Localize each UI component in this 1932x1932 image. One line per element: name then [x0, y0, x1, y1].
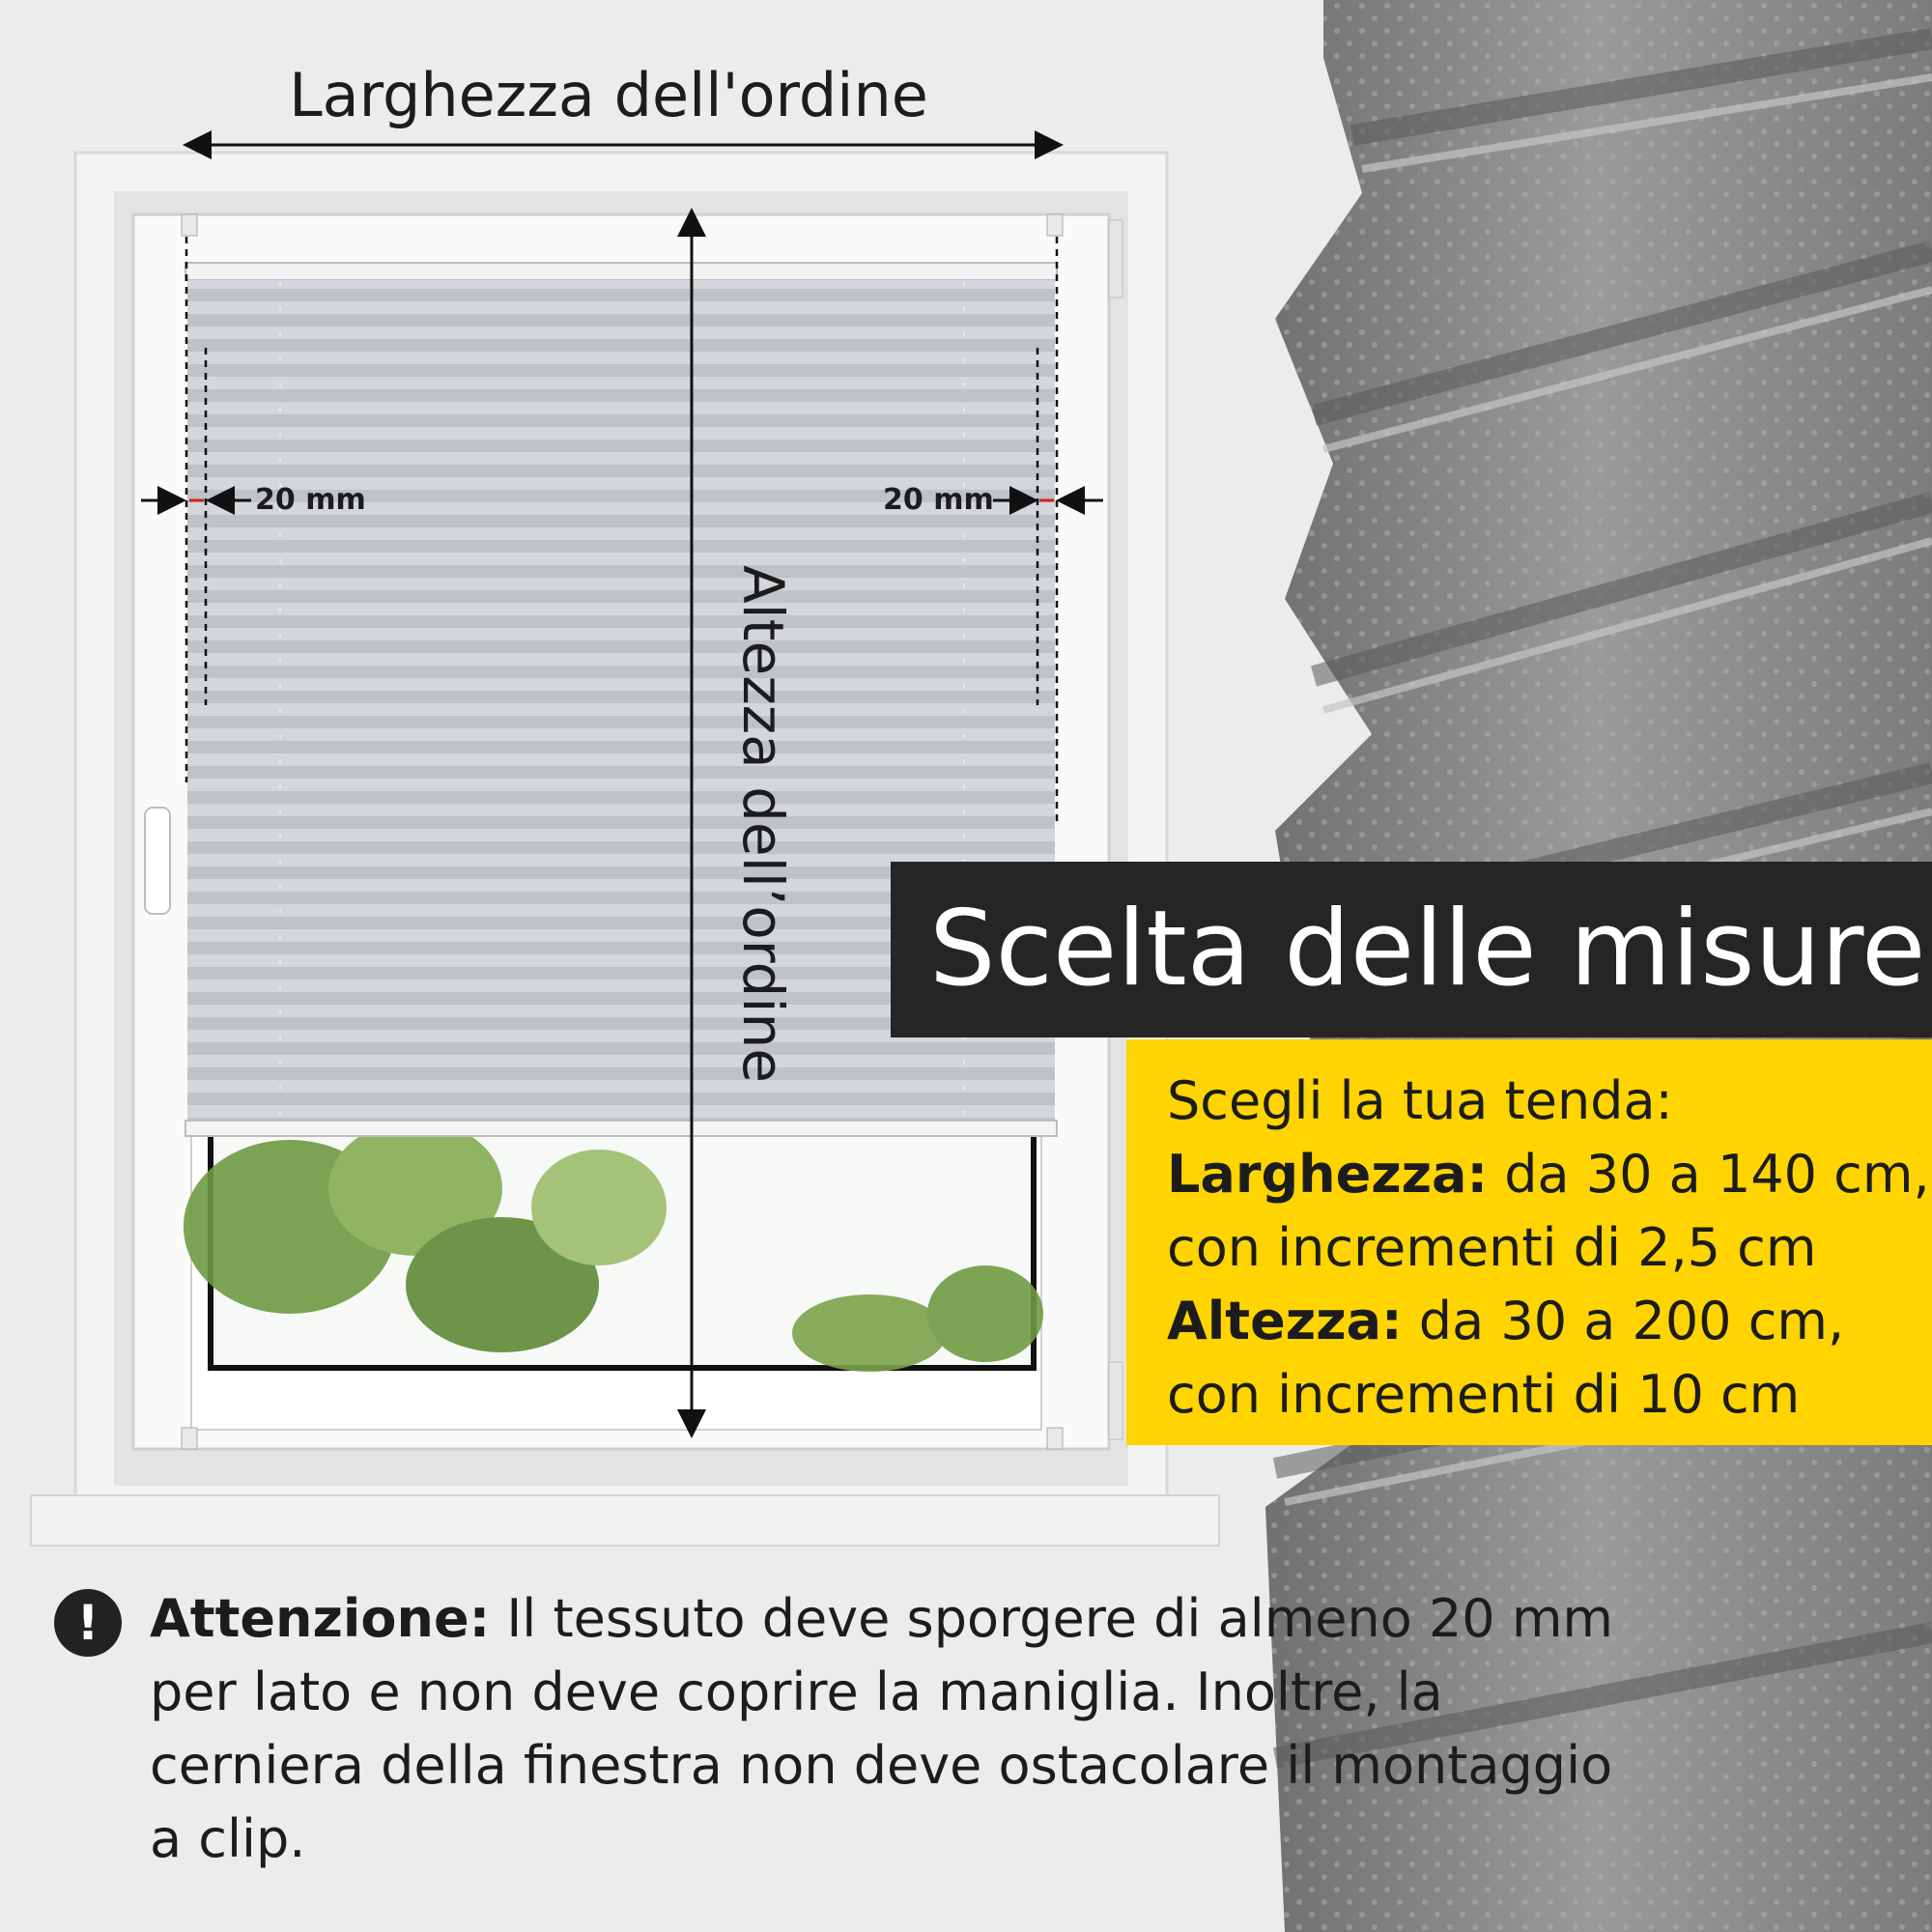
notice-text [150, 1582, 1637, 1876]
width-line [1167, 1138, 1932, 1211]
width-dimension-label: Larghezza dell'ordine [289, 60, 928, 130]
overlap-left-label: 20 mm [255, 483, 366, 517]
notice-heading: Attenzione: [150, 1588, 491, 1649]
overlap-right-label: 20 mm [883, 483, 994, 517]
height-step: con incrementi di 10 cm [1167, 1364, 1801, 1425]
exclamation-icon: ! [54, 1589, 122, 1657]
size-info-box [1126, 1039, 1932, 1445]
info-intro: Scegli la tua tenda: [1167, 1070, 1673, 1131]
height-dimension-label: Altezza dell’ordine [730, 565, 796, 1083]
width-heading: Larghezza: [1167, 1144, 1489, 1205]
notice-body: Il tessuto deve sporgere di almeno 20 mm per lato e non deve coprire la maniglia. Inoltre, la cerniera della finestra non deve ostacolare il montaggio a clip. [150, 1588, 1614, 1869]
height-line [1167, 1285, 1932, 1358]
height-heading: Altezza: [1167, 1291, 1403, 1351]
width-range: da 30 a 140 cm, [1488, 1144, 1930, 1205]
page-title: Scelta delle misure [891, 862, 1932, 1037]
height-range: da 30 a 200 cm, [1402, 1291, 1845, 1351]
width-step: con incrementi di 2,5 cm [1167, 1217, 1817, 1278]
